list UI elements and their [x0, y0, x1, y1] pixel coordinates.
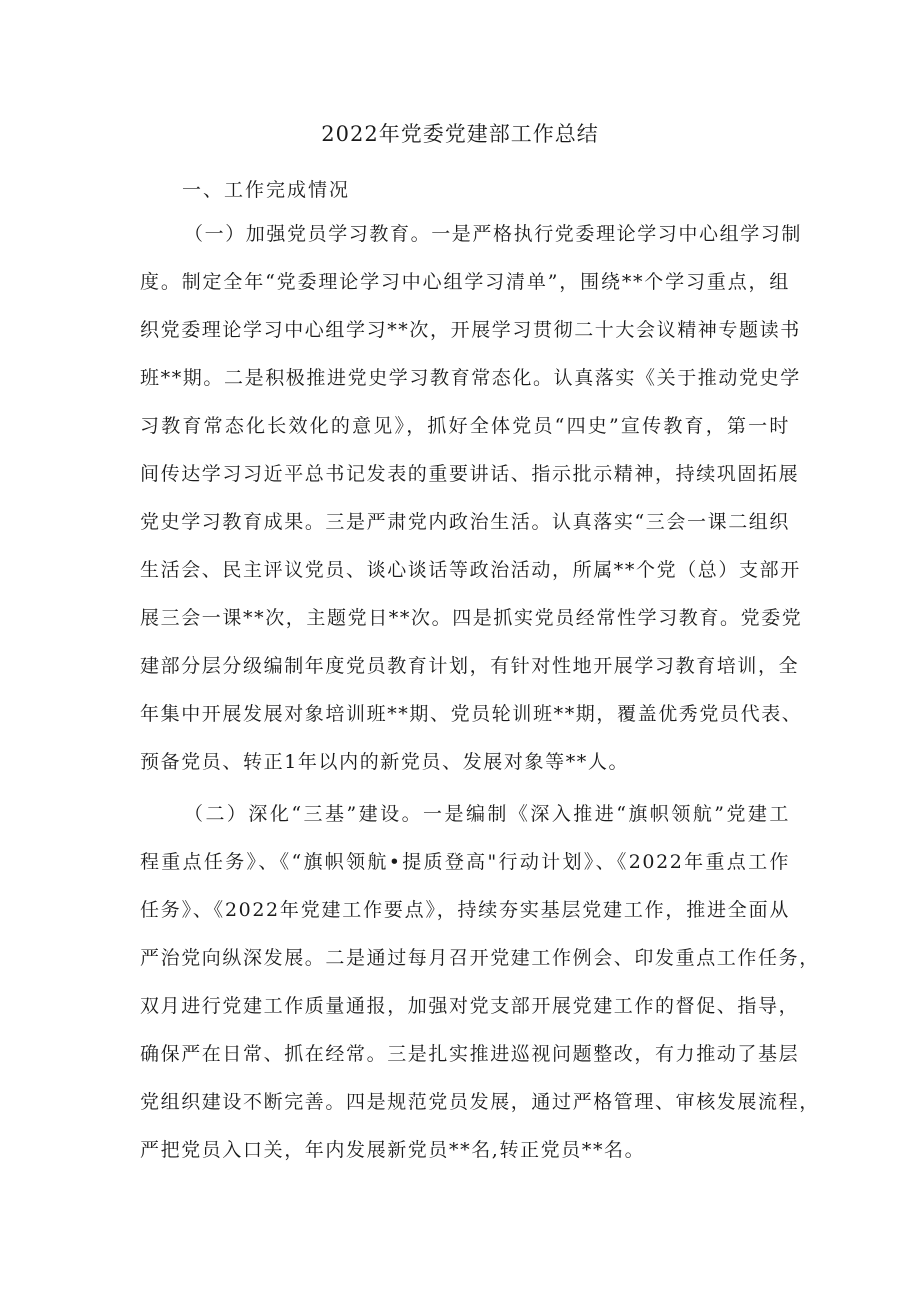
paragraph-line: 严治党向纵深发展。二是通过每月召开党建工作例会、印发重点工作任务，	[140, 947, 820, 969]
paragraph-line: 严把党员入口关，年内发展新党员**名,转正党员**名。	[140, 1139, 646, 1161]
paragraph-line: 年集中开展发展对象培训班**期、党员轮训班**期，覆盖优秀党员代表、	[140, 703, 803, 725]
paragraph-line: 建部分层分级编制年度党员教育计划，有针对性地开展学习教育培训，全	[140, 655, 800, 677]
paragraph-line: （二）深化“三基”建设。一是编制《深入推进“旗帜领航”党建工	[184, 803, 790, 825]
paragraph-line: 党史学习教育成果。三是严肃党内政治生活。认真落实“三会一课二组织	[140, 511, 790, 533]
paragraph-line: 双月进行党建工作质量通报，加强对党支部开展党建工作的督促、指导，	[140, 995, 800, 1017]
paragraph-line: 织党委理论学习中心组学习**次，开展学习贯彻二十大会议精神专题读书	[140, 319, 801, 341]
paragraph-line: 习教育常态化长效化的意见》，抓好全体党员“四史”宣传教育，第一时	[140, 415, 790, 437]
paragraph-line: 班**期。二是积极推进党史学习教育常态化。认真落实《关于推动党史学	[140, 367, 801, 389]
paragraph-line: 程重点任务》、《“旗帜领航•提质登高"行动计划》、《2022年重点工作	[140, 851, 790, 873]
document-title: 2022年党委党建部工作总结	[321, 122, 599, 146]
paragraph-line: 预备党员、转正1年以内的新党员、发展对象等**人。	[140, 751, 630, 773]
paragraph-line: 间传达学习习近平总书记发表的重要讲话、指示批示精神，持续巩固拓展	[140, 463, 800, 485]
paragraph-line: （一）加强党员学习教育。一是严格执行党委理论学习中心组学习制	[184, 223, 803, 245]
paragraph-line: 任务》、《2022年党建工作要点》，持续夯实基层党建工作，推进全面从	[140, 899, 790, 921]
paragraph-line: 生活会、民主评议党员、谈心谈话等政治活动，所属**个党（总）支部开	[140, 559, 801, 581]
paragraph-line: 度。制定全年“党委理论学习中心组学习清单”，围绕**个学习重点，组	[140, 271, 790, 293]
section-heading: 一、工作完成情况	[182, 179, 351, 201]
paragraph-line: 确保严在日常、抓在经常。三是扎实推进巡视问题整改，有力推动了基层	[140, 1043, 800, 1065]
paragraph-line: 党组织建设不断完善。四是规范党员发展，通过严格管理、审核发展流程，	[140, 1091, 820, 1113]
paragraph-line: 展三会一课**次，主题党日**次。四是抓实党员经常性学习教育。党委党	[140, 607, 803, 629]
